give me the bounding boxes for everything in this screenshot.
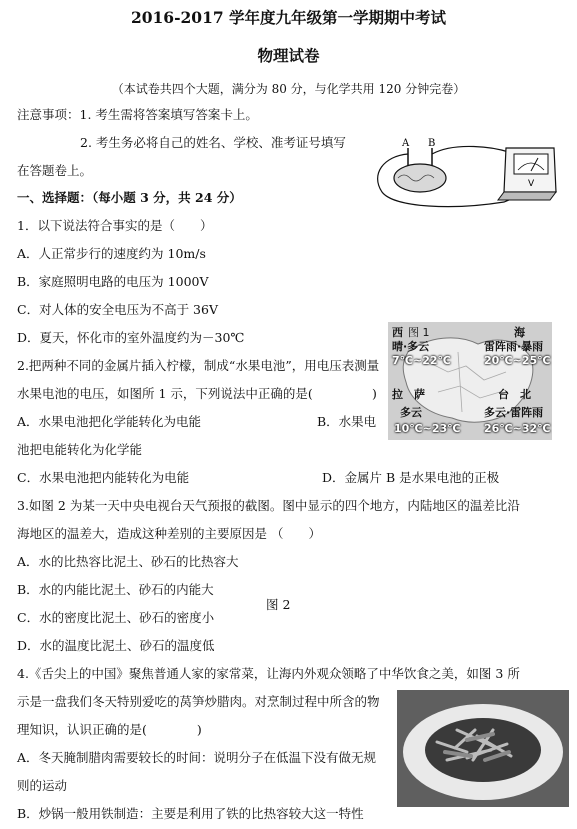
- figure-1-label: 图 1: [408, 326, 430, 339]
- wire-right: [432, 146, 514, 154]
- section-1-heading: 一、选择题：（每小题 3 分，共 24 分）: [17, 190, 242, 205]
- q1-option-c: C．对人体的安全电压为不高于 36V: [17, 302, 218, 317]
- q1-option-b: B．家庭照明电路的电压为 1000V: [17, 274, 209, 289]
- q2-option-b-start: B．水果电: [317, 414, 377, 429]
- plate-a-label: A: [402, 138, 410, 149]
- q4-stem-line-1: 4.《舌尖上的中国》聚焦普通人家的家常菜，让海内外观众领略了中华饮食之美，如图 3 所: [17, 666, 520, 681]
- q2-option-c: C．水果电池把内能转化为电能: [17, 470, 190, 485]
- figure-2-label: 图 2: [266, 597, 291, 612]
- q1-option-a: A．人正常步行的速度约为 10m/s: [17, 246, 206, 261]
- fruit-battery-figure: [364, 134, 560, 214]
- q2-stem-line-2: 水果电池的电压，如图所 1 示，下列说法中正确的是(: [17, 386, 313, 401]
- q2-option-b-cont: 池把电能转化为化学能: [17, 442, 143, 457]
- q4-stem-line-3: 理知识，认识正确的是( ): [17, 722, 202, 737]
- q4-stem-line-2: 示是一盘我们冬天特别爱吃的莴笋炒腊肉。对烹制过程中所含的物: [17, 694, 380, 709]
- q2-stem-close-paren: ): [372, 386, 377, 401]
- weather-map-figure: [388, 322, 552, 440]
- q1-option-d: D．夏天，怀化市的室外温度约为－30℃: [17, 330, 245, 345]
- q3-option-d: D．水的温度比泥土、砂石的温度低: [17, 638, 215, 653]
- map-corner-right: 海: [514, 326, 525, 339]
- exam-title: 2016-2017 学年度九年级第一学期期中考试: [130, 8, 447, 27]
- q3-stem-line-2: 海地区的温差大，造成这种差别的主要原因是 （ ）: [17, 526, 321, 541]
- q4-option-a-cont: 则的运动: [17, 778, 68, 793]
- q3-stem-line-1: 3.如图 2 为某一天中央电视台天气预报的截图。图中显示的四个地方，内陆地区的温差比沿: [17, 498, 520, 513]
- q4-option-b: B．炒锅一般用铁制造：主要是利用了铁的比热容较大这一特性: [17, 806, 364, 821]
- q3-option-b: B．水的内能比泥土、砂石的内能大: [17, 582, 214, 597]
- lhasa-temp: 10℃~23℃: [394, 422, 461, 435]
- map-corner-left: 西: [392, 326, 403, 339]
- taibei-name: 台 北: [498, 388, 531, 401]
- q3-option-c: C．水的密度比泥土、砂石的密度小: [17, 610, 215, 625]
- shanghai-weather: 雷阵雨·暴雨: [484, 340, 544, 353]
- xining-weather: 晴·多云: [392, 340, 430, 353]
- q1-stem: 1．以下说法符合事实的是（ ）: [17, 218, 213, 233]
- exam-note: （本试卷共四个大题，满分为 80 分，与化学共用 120 分钟完卷）: [111, 82, 466, 96]
- food: [425, 718, 541, 782]
- q2-stem-line-1: 2.把两种不同的金属片插入柠檬，制成“水果电池”，用电压表测量: [17, 358, 380, 373]
- q4-option-a: A．冬天腌制腊肉需要较长的时间：说明分子在低温下没有做无规: [17, 750, 377, 765]
- voltmeter-symbol: V: [528, 179, 535, 189]
- q3-option-a: A．水的比热容比泥土、砂石的比热容大: [17, 554, 239, 569]
- notice-line-1: 注意事项：1. 考生需将答案填写答案卡上。: [17, 107, 258, 122]
- lhasa-weather: 多云: [400, 406, 422, 419]
- taibei-temp: 26℃~32℃: [484, 422, 551, 435]
- q2-option-d: D．金属片 B 是水果电池的正极: [322, 470, 500, 485]
- exam-subtitle: 物理试卷: [257, 46, 320, 65]
- taibei-weather: 多云·雷阵雨: [484, 406, 544, 419]
- notice-line-2: 2. 考生务必将自己的姓名、学校、准考证号填写: [80, 135, 346, 150]
- dish-photo-figure: [397, 690, 569, 807]
- lemon: [394, 164, 446, 192]
- shanghai-temp: 20℃~25℃: [484, 354, 551, 367]
- notice-line-3: 在答题卷上。: [17, 163, 93, 178]
- lhasa-name: 拉 萨: [392, 388, 425, 401]
- plate-b-label: B: [428, 138, 436, 149]
- xining-temp: 7℃~22℃: [392, 354, 451, 367]
- q2-option-a: A．水果电池把化学能转化为电能: [17, 414, 202, 429]
